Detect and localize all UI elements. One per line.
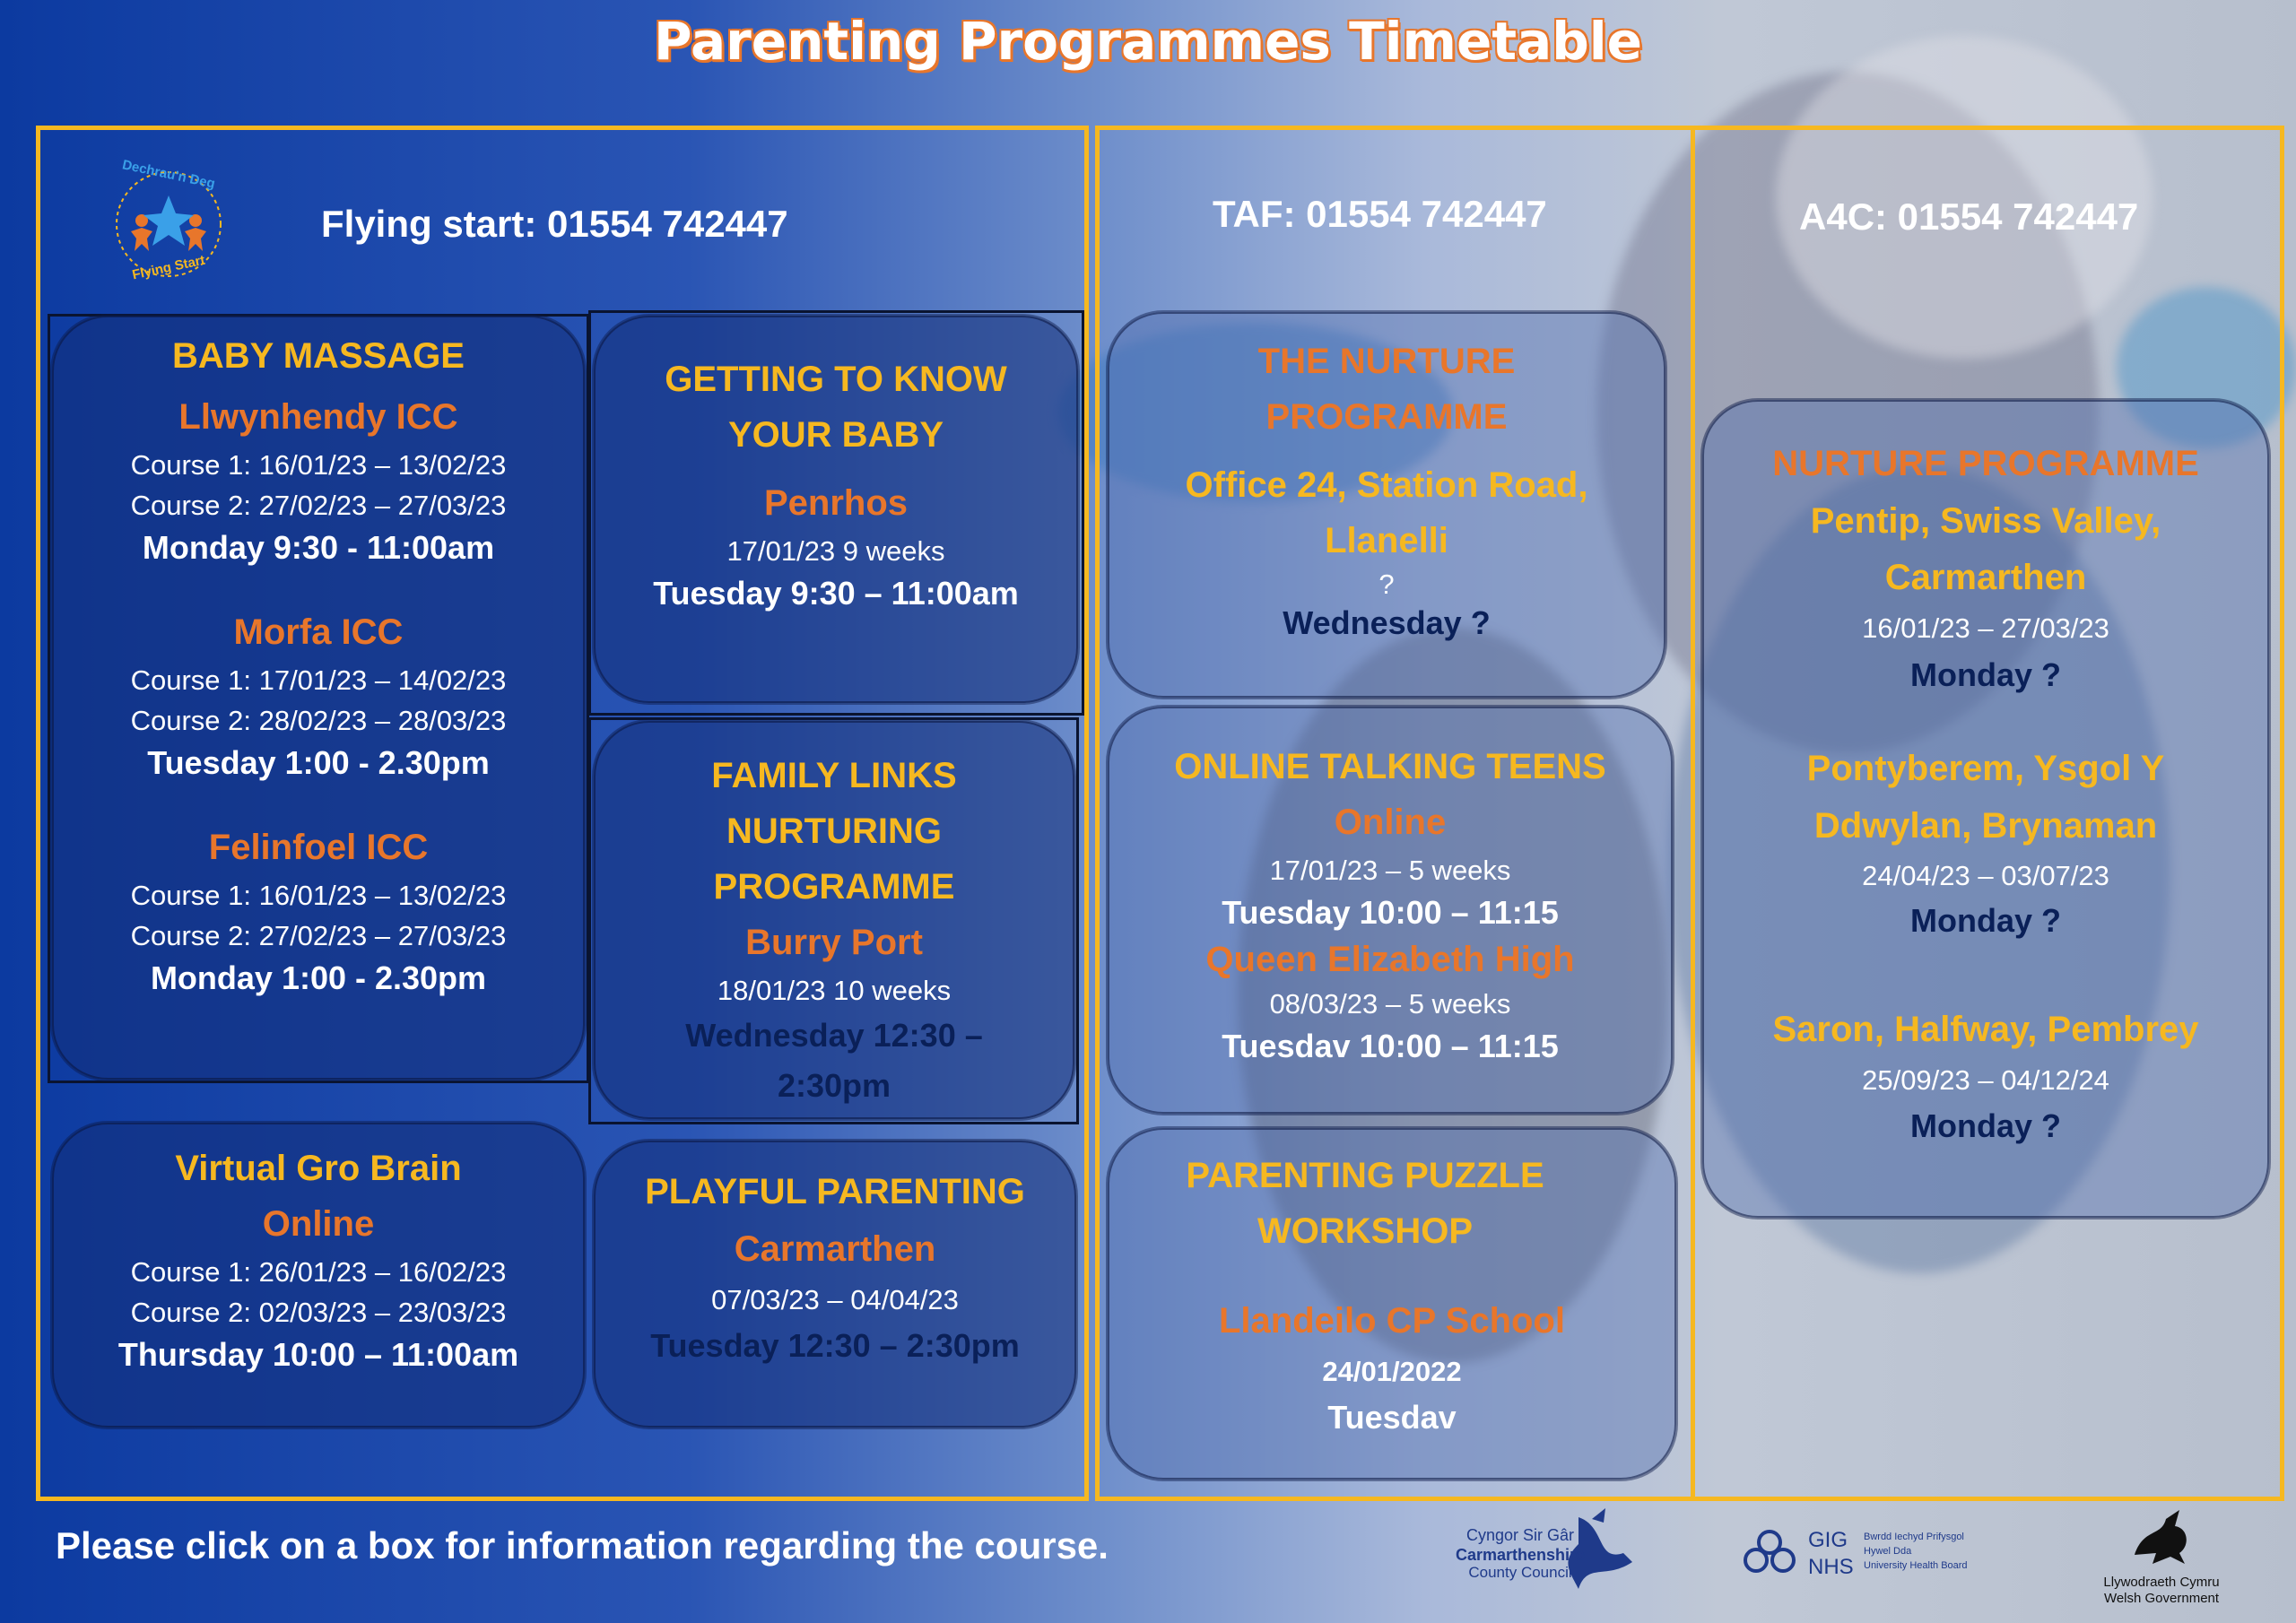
a4c-nurture-location-3: Saron, Halfway, Pembrey — [1772, 1010, 2199, 1049]
council-logo-line-1: Cyngor Sir Gâr — [1465, 1526, 1575, 1544]
a4c-nurture-time-3: Monday ? — [1910, 1107, 2061, 1144]
a4c-nurture-title: NURTURE PROGRAMME — [1772, 444, 2199, 483]
baby-massage-location-1-course-1: Course 1: 16/01/23 – 13/02/23 — [130, 449, 507, 481]
family-links-title-line-3: PROGRAMME — [713, 867, 955, 907]
family-links-location: Burry Port — [745, 923, 923, 962]
talking-teens-dates-2: 08/03/23 – 5 weeks — [1269, 988, 1511, 1020]
baby-massage-location-1-course-2: Course 2: 27/02/23 – 27/03/23 — [130, 490, 507, 521]
nhs-gig-text: GIG — [1808, 1528, 1848, 1552]
a4c-nurture-location-2-line-1: Pontyberem, Ysgol Y — [1806, 749, 2165, 788]
family-links-title-line-1: FAMILY LINKS — [711, 756, 957, 795]
nhs-board-line-1: Bwrdd Iechyd Prifysgol — [1864, 1532, 1964, 1542]
baby-massage-location-1-time: Monday 9:30 - 11:00am — [142, 529, 495, 566]
talking-teens-card[interactable] — [1108, 707, 1673, 1114]
welsh-gov-line-2: Welsh Government — [2103, 1591, 2220, 1606]
nhs-board-line-3: University Health Board — [1864, 1560, 1968, 1571]
playful-parenting-title: PLAYFUL PARENTING — [645, 1172, 1025, 1211]
talking-teens-dates-1: 17/01/23 – 5 weeks — [1269, 855, 1511, 886]
playful-parenting-time: Tuesday 12:30 – 2:30pm — [650, 1327, 1020, 1364]
baby-massage-location-2-time: Tuesday 1:00 - 2.30pm — [147, 744, 490, 781]
flying-start-logo — [106, 157, 231, 287]
getting-to-know-card[interactable] — [594, 316, 1078, 703]
welsh-government-logo — [2090, 1501, 2233, 1612]
parenting-puzzle-title-line-2: WORKSHOP — [1257, 1211, 1473, 1251]
taf-nurture-location-line-1: Office 24, Station Road, — [1185, 465, 1588, 505]
nhs-board-line-2: Hywel Dda — [1864, 1546, 1912, 1557]
carmarthenshire-council-logo — [1444, 1508, 1650, 1598]
footer-instruction: Please click on a box for information regarding the course. — [56, 1524, 1109, 1567]
virtual-gro-brain-card[interactable] — [52, 1123, 585, 1428]
a4c-nurture-time-1: Monday ? — [1910, 656, 2061, 693]
virtual-gro-brain-course-2: Course 2: 02/03/23 – 23/03/23 — [130, 1297, 507, 1328]
taf-nurture-title-line-1: THE NURTURE — [1257, 342, 1516, 381]
a4c-nurture-location-2-line-2: Ddwylan, Brynaman — [1813, 806, 2158, 846]
family-links-title-line-2: NURTURING — [726, 812, 942, 851]
baby-massage-location-3-course-1: Course 1: 16/01/23 – 13/02/23 — [130, 880, 507, 911]
page-title: Parenting Programmes Timetable — [654, 11, 1642, 72]
parenting-puzzle-location: Llandeilo CP School — [1219, 1301, 1565, 1341]
parenting-puzzle-date: 24/01/2022 — [1322, 1356, 1462, 1387]
parenting-puzzle-day: Tuesdav — [1327, 1399, 1457, 1436]
baby-massage-location-1: Llwynhendy ICC — [178, 397, 458, 437]
parenting-puzzle-card[interactable] — [1108, 1128, 1676, 1480]
a4c-nurture-location-1-line-2: Carmarthen — [1884, 558, 2087, 597]
welsh-gov-line-1: Llywodraeth Cymru — [2103, 1575, 2220, 1590]
family-links-time-line-2: 2:30pm — [777, 1067, 891, 1104]
a4c-nurture-dates-1: 16/01/23 – 27/03/23 — [1862, 612, 2109, 644]
talking-teens-time-2: Tuesdav 10:00 – 11:15 — [1222, 1028, 1559, 1064]
baby-massage-location-3-course-2: Course 2: 27/02/23 – 27/03/23 — [130, 920, 507, 951]
taf-phone-header: TAF: 01554 742447 — [1213, 193, 1547, 235]
council-logo-line-3: County Council — [1468, 1564, 1572, 1581]
getting-to-know-location: Penrhos — [763, 483, 909, 523]
taf-nurture-location-line-2: Llanelli — [1325, 521, 1448, 560]
baby-massage-title: BABY MASSAGE — [172, 336, 465, 376]
getting-to-know-title-line-2: YOUR BABY — [727, 415, 944, 455]
baby-massage-location-3: Felinfoel ICC — [208, 828, 429, 867]
talking-teens-time-1: Tuesday 10:00 – 11:15 — [1222, 894, 1559, 931]
flying-start-phone-header: Flying start: 01554 742447 — [321, 203, 788, 245]
talking-teens-location-2: Queen Elizabeth High — [1205, 940, 1575, 979]
a4c-nurture-dates-3: 25/09/23 – 04/12/24 — [1862, 1064, 2109, 1096]
getting-to-know-time: Tuesday 9:30 – 11:00am — [653, 575, 1019, 612]
taf-nurture-dates: ? — [1378, 568, 1395, 600]
getting-to-know-dates: 17/01/23 9 weeks — [726, 535, 945, 567]
baby-massage-location-3-time: Monday 1:00 - 2.30pm — [150, 959, 487, 996]
celtic-knot-icon — [1738, 1524, 1801, 1587]
taf-nurture-title-line-2: PROGRAMME — [1265, 397, 1508, 437]
family-links-time-line-1: Wednesday 12:30 – — [685, 1017, 983, 1054]
a4c-nurture-location-1-line-1: Pentip, Swiss Valley, — [1810, 501, 2161, 541]
baby-massage-location-2: Morfa ICC — [233, 612, 404, 652]
a4c-nurture-programme-card[interactable] — [1702, 400, 2269, 1218]
playful-parenting-card[interactable] — [594, 1141, 1076, 1428]
virtual-gro-brain-title: Virtual Gro Brain — [175, 1149, 462, 1188]
talking-teens-title: ONLINE TALKING TEENS — [1174, 747, 1606, 786]
virtual-gro-brain-course-1: Course 1: 26/01/23 – 16/02/23 — [130, 1256, 507, 1288]
taf-nurture-time: Wednesday ? — [1283, 604, 1491, 641]
hywel-dda-nhs-logo — [1738, 1524, 1989, 1587]
nhs-nhs-text: NHS — [1808, 1555, 1854, 1579]
getting-to-know-title-line-1: GETTING TO KNOW — [665, 360, 1007, 399]
taf-nurture-programme-card[interactable] — [1108, 312, 1665, 698]
a4c-phone-header: A4C: 01554 742447 — [1799, 195, 2139, 238]
family-links-dates: 18/01/23 10 weeks — [717, 975, 952, 1006]
a4c-nurture-time-2: Monday ? — [1910, 902, 2061, 939]
parenting-puzzle-title-line-1: PARENTING PUZZLE — [1186, 1156, 1544, 1195]
family-links-card[interactable] — [594, 721, 1074, 1119]
virtual-gro-brain-time: Thursday 10:00 – 11:00am — [117, 1336, 519, 1373]
flying-start-logo-top-text: Dechrau'n Deg — [120, 157, 217, 192]
welsh-dragon-icon — [2126, 1501, 2197, 1573]
flying-start-logo-bottom-text: Flying Start — [130, 252, 207, 283]
baby-massage-location-2-course-1: Course 1: 17/01/23 – 14/02/23 — [130, 664, 507, 696]
baby-massage-card[interactable] — [52, 316, 585, 1080]
playful-parenting-dates: 07/03/23 – 04/04/23 — [711, 1284, 959, 1315]
playful-parenting-location: Carmarthen — [734, 1229, 936, 1269]
baby-massage-location-2-course-2: Course 2: 28/02/23 – 28/03/23 — [130, 705, 507, 736]
council-logo-line-2: Carmarthenshire — [1455, 1546, 1586, 1564]
virtual-gro-brain-location: Online — [262, 1204, 375, 1244]
a4c-nurture-dates-2: 24/04/23 – 03/07/23 — [1862, 860, 2109, 891]
talking-teens-location-1: Online — [1334, 803, 1447, 842]
